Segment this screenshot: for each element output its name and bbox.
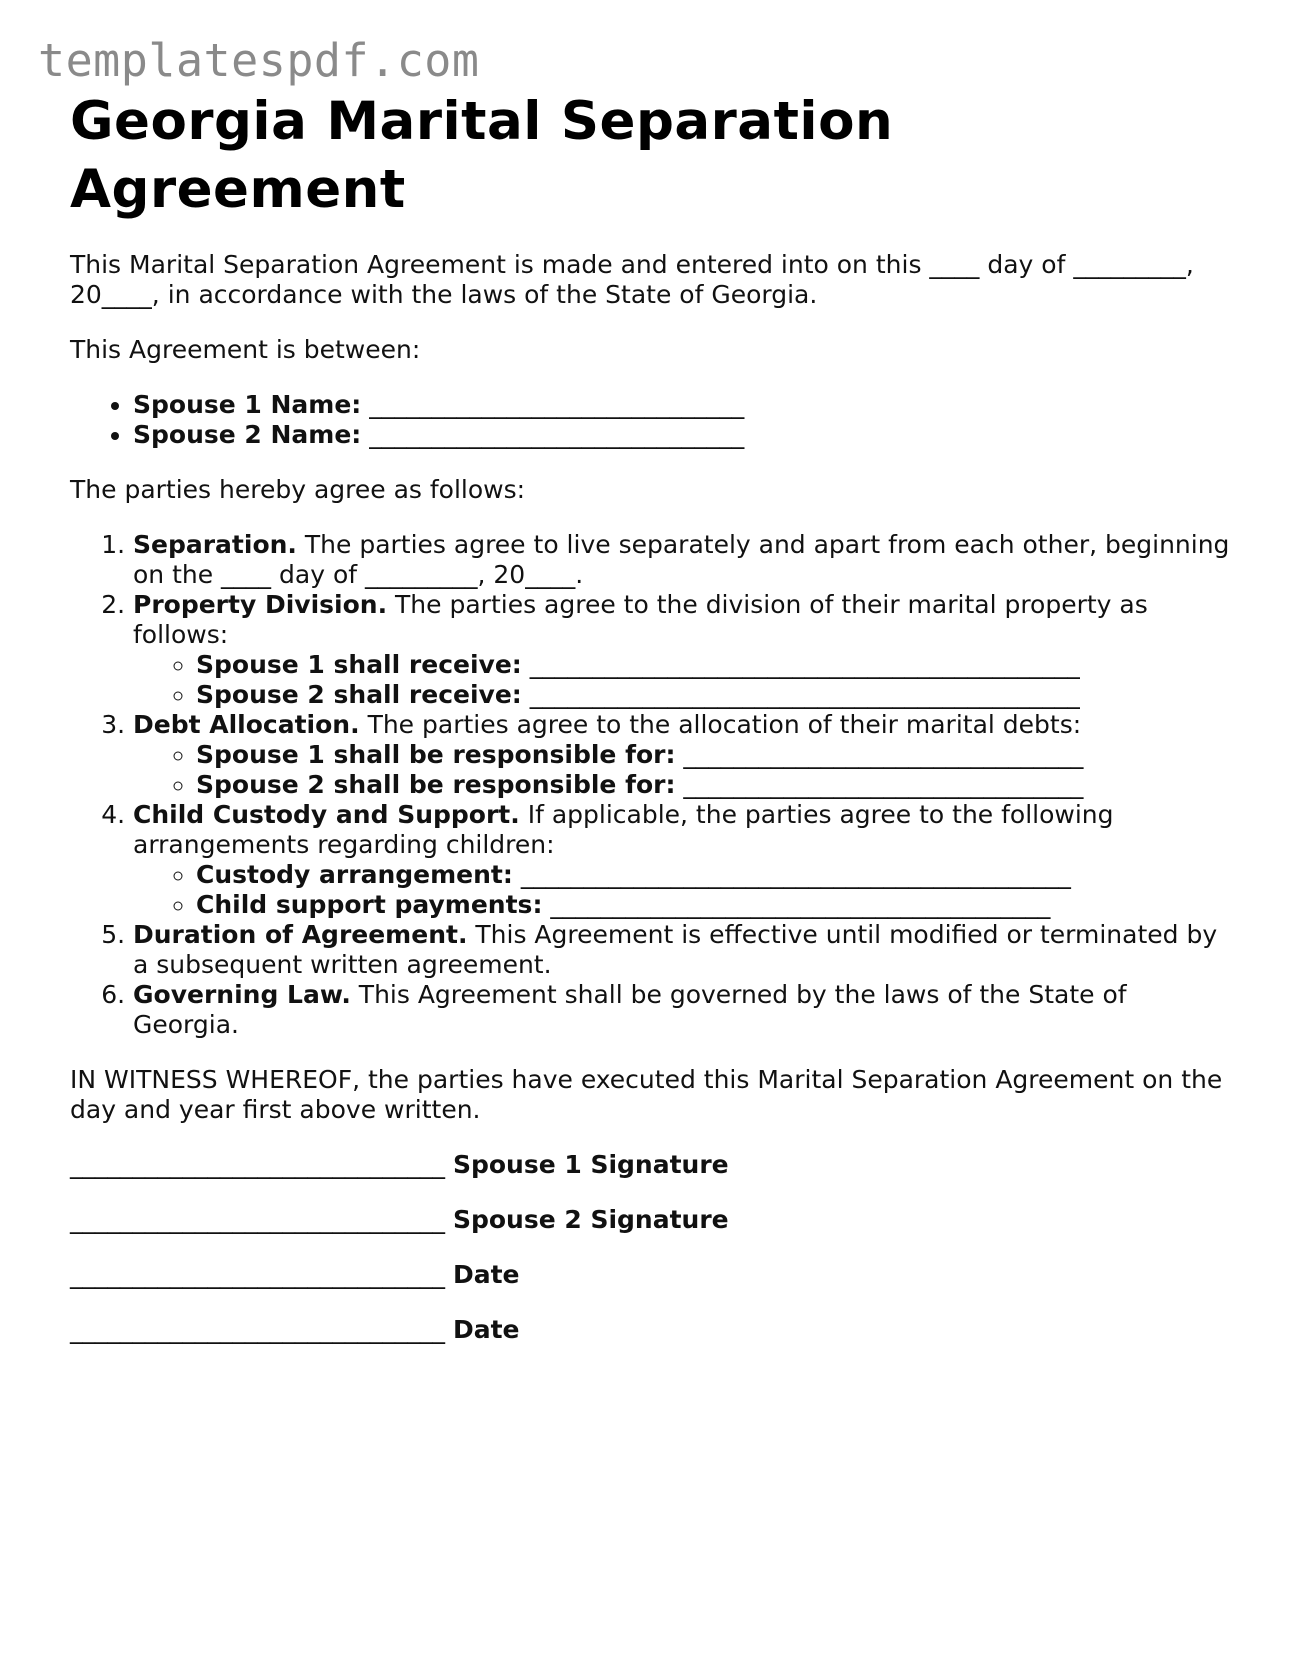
term-heading: Governing Law. <box>133 980 351 1009</box>
list-item <box>133 390 1230 420</box>
property-list <box>133 650 1230 710</box>
party-label: Spouse 1 Name: <box>133 390 362 419</box>
term-text: This Agreement shall be governed by the laws of the State of Georgia. <box>133 980 1127 1039</box>
term-text: This Agreement is effective until modified or terminated by a subsequent written agreement. <box>133 920 1218 979</box>
agree-text: The parties hereby agree as follows: <box>70 475 526 504</box>
item-blank[interactable]: ________________________________________ <box>550 890 1051 919</box>
signature-line[interactable]: ______________________________ <box>70 1150 445 1179</box>
term-custody <box>133 800 1230 920</box>
parties-list <box>70 390 1230 450</box>
party-name-blank[interactable]: ______________________________ <box>369 390 745 419</box>
term-heading: Separation. <box>133 530 297 559</box>
list-item <box>196 680 1230 710</box>
item-blank[interactable]: ____________________________________________ <box>520 860 1071 889</box>
date-row <box>70 1260 1230 1290</box>
date-row <box>70 1315 1230 1345</box>
item-blank[interactable]: ________________________________ <box>683 770 1084 799</box>
signature-label: Spouse 1 Signature <box>452 1150 729 1179</box>
signature-line[interactable]: ______________________________ <box>70 1205 445 1234</box>
signature-row <box>70 1150 1230 1180</box>
terms-list <box>70 530 1230 1040</box>
term-heading: Child Custody and Support. <box>133 800 520 829</box>
list-item <box>196 740 1230 770</box>
term-debt <box>133 710 1230 800</box>
between-text: This Agreement is between: <box>70 335 421 364</box>
term-property <box>133 590 1230 710</box>
custody-list <box>133 860 1230 920</box>
term-duration <box>133 920 1230 980</box>
date-label: Date <box>452 1260 520 1289</box>
document-title: Georgia Marital Separation Agreement <box>70 91 894 220</box>
party-label: Spouse 2 Name: <box>133 420 362 449</box>
item-blank[interactable]: ____________________________________________ <box>529 680 1080 709</box>
item-label: Spouse 1 shall be responsible for: <box>196 740 676 769</box>
item-blank[interactable]: ________________________________ <box>683 740 1084 769</box>
intro-paragraph: This Marital Separation Agreement is made and entered into on this ____ day of _________, 20____, in accordance with the laws of the State of Georgia. <box>70 250 1194 309</box>
term-text: The parties agree to the division of their marital property as follows: <box>133 590 1148 649</box>
list-item <box>133 420 1230 450</box>
date-line[interactable]: ______________________________ <box>70 1315 445 1344</box>
term-separation <box>133 530 1230 590</box>
term-text: If applicable, the parties agree to the following arrangements regarding children: <box>133 800 1114 859</box>
document-page <box>70 88 1230 1370</box>
item-label: Spouse 2 shall receive: <box>196 680 522 709</box>
item-label: Spouse 1 shall receive: <box>196 650 522 679</box>
debt-list <box>133 740 1230 800</box>
signature-block <box>70 1150 1230 1345</box>
list-item <box>196 650 1230 680</box>
list-item <box>196 770 1230 800</box>
term-heading: Debt Allocation. <box>133 710 360 739</box>
term-heading: Property Division. <box>133 590 388 619</box>
item-blank[interactable]: ____________________________________________ <box>529 650 1080 679</box>
date-line[interactable]: ______________________________ <box>70 1260 445 1289</box>
term-governing-law <box>133 980 1230 1040</box>
watermark: templatespdf.com <box>38 34 480 87</box>
list-item <box>196 860 1230 890</box>
signature-row <box>70 1205 1230 1235</box>
party-name-blank[interactable]: ______________________________ <box>369 420 745 449</box>
term-heading: Duration of Agreement. <box>133 920 468 949</box>
term-text: The parties agree to live separately and apart from each other, beginning on the ____ day of _________, 20____. <box>133 530 1230 589</box>
item-label: Spouse 2 shall be responsible for: <box>196 770 676 799</box>
term-text: The parties agree to the allocation of their marital debts: <box>367 710 1082 739</box>
witness-paragraph: IN WITNESS WHEREOF, the parties have executed this Marital Separation Agreement on the day and year first above written. <box>70 1065 1223 1124</box>
date-label: Date <box>452 1315 520 1344</box>
item-label: Child support payments: <box>196 890 543 919</box>
item-label: Custody arrangement: <box>196 860 513 889</box>
signature-label: Spouse 2 Signature <box>452 1205 729 1234</box>
list-item <box>196 890 1230 920</box>
